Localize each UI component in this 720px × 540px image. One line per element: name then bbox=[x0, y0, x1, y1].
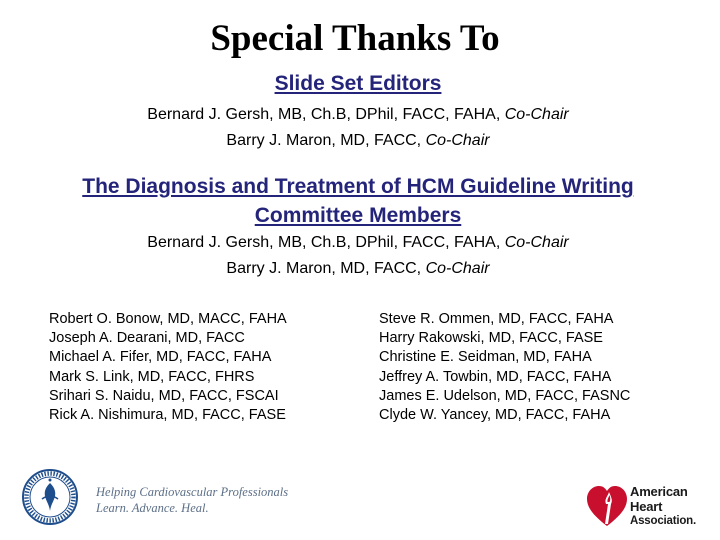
acc-tagline-line-2: Learn. Advance. Heal. bbox=[96, 501, 209, 515]
committee-chair-1 bbox=[0, 230, 716, 256]
aha-word-1: American bbox=[630, 484, 688, 499]
aha-wordmark bbox=[630, 484, 696, 528]
committee-heading: The Diagnosis and Treatment of HCM Guideline Writing Committee Members bbox=[82, 175, 634, 227]
chair-name: Bernard J. Gersh, MB, Ch.B, DPhil, FACC, FAHA, bbox=[147, 106, 505, 123]
member-item: Clyde W. Yancey, MD, FACC, FAHA bbox=[379, 407, 611, 424]
member-item: Jeffrey A. Towbin, MD, FACC, FAHA bbox=[379, 368, 612, 385]
chair-role: Co-Chair bbox=[425, 260, 490, 277]
slide-set-editors-chairs bbox=[0, 102, 716, 154]
member-item: James E. Udelson, MD, FACC, FASNC bbox=[379, 387, 631, 404]
committee-chairs bbox=[0, 230, 716, 282]
slide-title: Special Thanks To bbox=[210, 18, 500, 59]
aha-word-3: Association. bbox=[630, 515, 696, 527]
slide-set-editors-heading: Slide Set Editors bbox=[274, 72, 442, 95]
acc-seal-icon bbox=[22, 469, 78, 525]
member-item: Mark S. Link, MD, FACC, FHRS bbox=[49, 368, 255, 385]
committee-chair-2 bbox=[0, 256, 716, 282]
members-left-column bbox=[49, 310, 339, 425]
chair-role: Co-Chair bbox=[425, 132, 490, 149]
chair-name: Barry J. Maron, MD, FACC, bbox=[226, 260, 426, 277]
acc-tagline bbox=[96, 484, 288, 516]
members-right-column bbox=[379, 310, 679, 425]
member-item: Rick A. Nishimura, MD, FACC, FASE bbox=[49, 407, 286, 424]
aha-word-2: Heart bbox=[630, 499, 663, 514]
chair-role: Co-Chair bbox=[504, 234, 569, 251]
acc-tagline-line-1: Helping Cardiovascular Professionals bbox=[96, 485, 289, 499]
member-item: Robert O. Bonow, MD, MACC, FAHA bbox=[49, 311, 287, 327]
member-item: Joseph A. Dearani, MD, FACC bbox=[49, 330, 245, 347]
member-item: Christine E. Seidman, MD, FAHA bbox=[379, 349, 592, 366]
member-item: Michael A. Fifer, MD, FACC, FAHA bbox=[49, 349, 272, 366]
chair-role: Co-Chair bbox=[504, 106, 569, 123]
member-item: Srihari S. Naidu, MD, FACC, FSCAI bbox=[49, 387, 279, 404]
chair-name: Bernard J. Gersh, MB, Ch.B, DPhil, FACC, FAHA, bbox=[147, 234, 505, 251]
heart-torch-icon bbox=[584, 480, 630, 530]
editor-chair-1 bbox=[0, 102, 716, 128]
chair-name: Barry J. Maron, MD, FACC, bbox=[226, 132, 426, 149]
member-item: Steve R. Ommen, MD, FACC, FAHA bbox=[379, 311, 614, 327]
editor-chair-2 bbox=[0, 128, 716, 154]
member-item: Harry Rakowski, MD, FACC, FASE bbox=[379, 330, 603, 347]
